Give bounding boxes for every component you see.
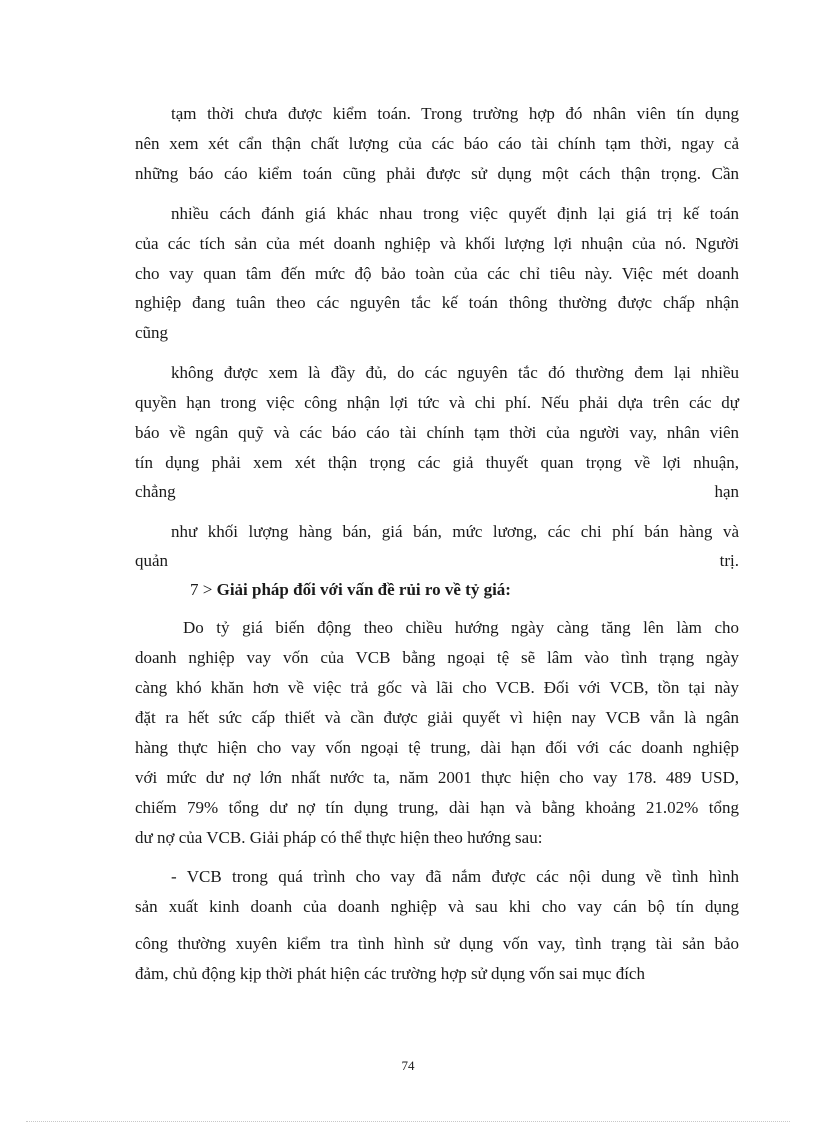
- text-line: quyền hạn trong việc công nhận lợi tức và chi phí. Nếu phải dựa trên các dự: [135, 393, 739, 412]
- text-line: đặt ra hết sức cấp thiết và cần được giải quyết vì hiện nay VCB vẫn là ngân: [135, 708, 739, 727]
- section-number: 7 >: [190, 580, 213, 599]
- text-line: không được xem là đầy đủ, do các nguyên tắc đó thường đem lại nhiều: [171, 363, 739, 382]
- text-line: của các tích sản của mét doanh nghiệp và khối lượng lợi nhuận của nó. Người: [135, 234, 739, 253]
- page-number: 74: [401, 1058, 415, 1073]
- text-line: - VCB trong quá trình cho vay đã nắm được các nội dung về tình hình: [171, 867, 739, 886]
- text-line: tín dụng phải xem xét thận trọng các giả thuyết quan trọng về lợi nhuận,: [135, 453, 739, 472]
- text-line: nhiều cách đánh giá khác nhau trong việc quyết định lại giá trị kế toán: [171, 204, 739, 223]
- text-line: công thường xuyên kiểm tra tình hình sử dụng vốn vay, tình trạng tài sản bảo: [135, 934, 739, 953]
- text-line: cũng: [135, 323, 169, 342]
- text-line: những báo cáo kiểm toán cũng phải được sử dụng một cách thận trọng. Cần: [135, 164, 739, 183]
- text-line: như khối lượng hàng bán, giá bán, mức lương, các chi phí bán hàng và: [171, 522, 739, 541]
- section-title: Giải pháp đối với vấn đề rủi ro về tỷ giá:: [216, 580, 511, 599]
- text-line: đảm, chủ động kịp thời phát hiện các trường hợp sử dụng vốn sai mục đích: [135, 964, 645, 983]
- text-line: càng khó khăn hơn về việc trả gốc và lãi cho VCB. Đối với VCB, tồn tại này: [135, 678, 739, 697]
- text-line: quản trị.: [135, 551, 739, 570]
- text-line: doanh nghiệp vay vốn của VCB bằng ngoại tệ sẽ lâm vào tình trạng ngày: [135, 648, 739, 667]
- text-line: tạm thời chưa được kiểm toán. Trong trường hợp đó nhân viên tín dụng: [171, 104, 739, 123]
- text-line: hàng thực hiện cho vay vốn ngoại tệ trung, dài hạn đối với các doanh nghiệp: [135, 738, 739, 757]
- text-line: sản xuất kinh doanh của doanh nghiệp và sau khi cho vay cán bộ tín dụng: [135, 897, 739, 916]
- page-bottom-divider: [26, 1121, 790, 1122]
- text-line: báo về ngân quỹ và các báo cáo tài chính tạm thời của người vay, nhân viên: [135, 423, 739, 442]
- text-line: cho vay quan tâm đến mức độ bảo toàn của các chỉ tiêu này. Việc mét doanh: [135, 264, 739, 283]
- section-heading: [190, 577, 511, 603]
- text-line: nên xem xét cẩn thận chất lượng của các báo cáo tài chính tạm thời, ngay cả: [135, 134, 739, 153]
- text-line: với mức dư nợ lớn nhất nước ta, năm 2001 thực hiện cho vay 178. 489 USD,: [135, 768, 739, 787]
- text-line: dư nợ của VCB. Giải pháp có thể thực hiện theo hướng sau:: [135, 828, 543, 847]
- text-line: Do tỷ giá biến động theo chiều hướng ngày càng tăng lên làm cho: [183, 618, 739, 637]
- text-line: nghiệp đang tuân theo các nguyên tắc kế toán thông thường được chấp nhận: [135, 293, 739, 312]
- text-line: chẳng hạn: [135, 482, 739, 501]
- text-line: chiếm 79% tổng dư nợ tín dụng trung, dài hạn và bằng khoảng 21.02% tổng: [135, 798, 739, 817]
